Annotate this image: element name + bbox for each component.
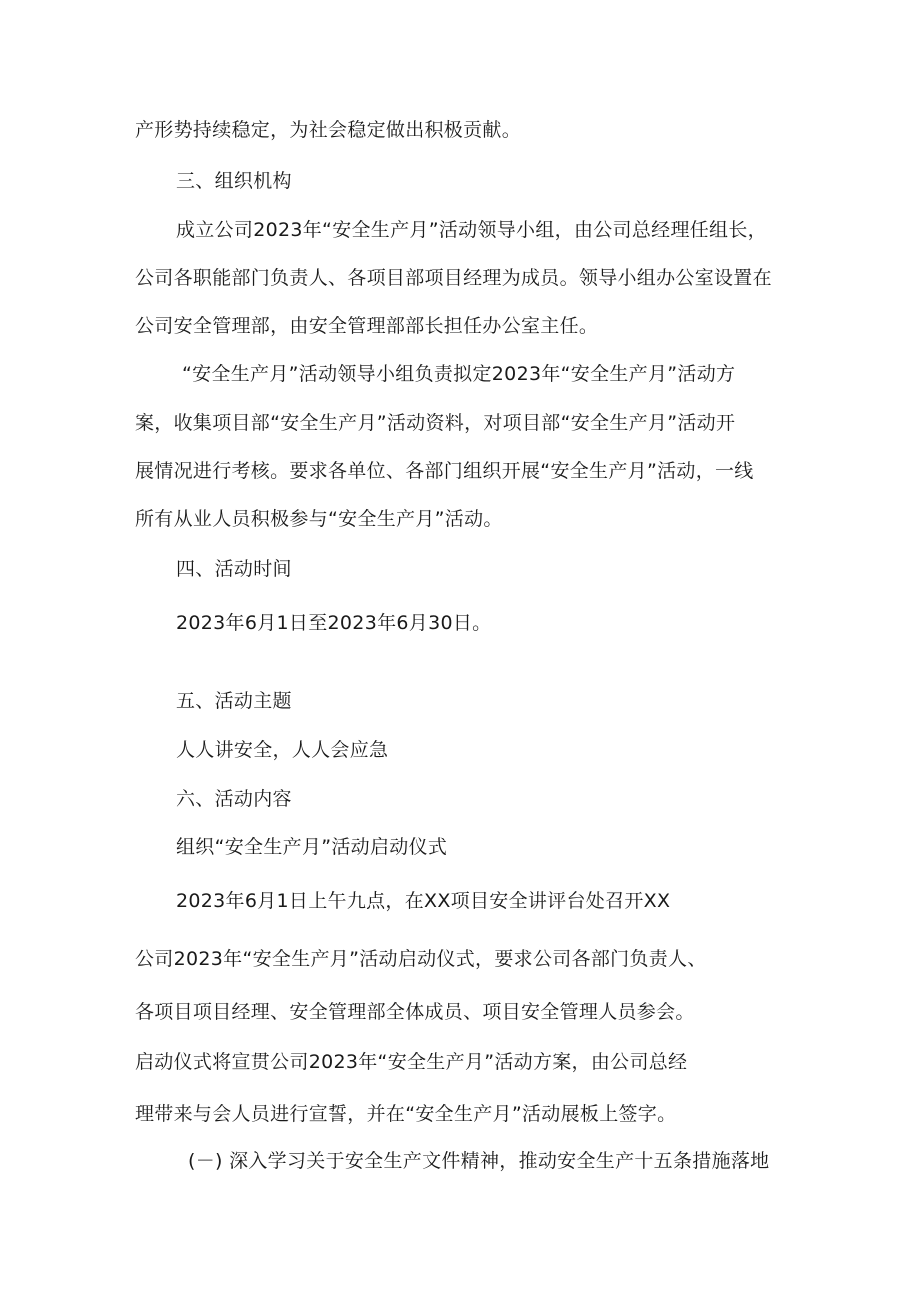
section-heading: 五、活动主题 xyxy=(176,690,292,712)
paragraph-line: 各项目项目经理、安全管理部全体成员、项目安全管理人员参会。 xyxy=(135,1001,695,1023)
paragraph-line: 公司安全管理部，由安全管理部部长担任办公室主任。 xyxy=(135,315,599,337)
section-heading: 六、活动内容 xyxy=(176,788,292,810)
paragraph-line: 所有从业人员积极参与“安全生产月”活动。 xyxy=(135,508,503,530)
paragraph-line: 理带来与会人员进行宣誓，并在“安全生产月”活动展板上签字。 xyxy=(135,1103,677,1125)
paragraph-line: 公司各职能部门负责人、各项目部项目经理为成员。领导小组办公室设置在 xyxy=(135,267,772,289)
paragraph-line: “安全生产月”活动领导小组负责拟定2023年“安全生产月”活动方 xyxy=(182,363,736,385)
section-heading: 四、活动时间 xyxy=(176,558,292,580)
paragraph-line: 2023年6月1日至2023年6月30日。 xyxy=(176,612,492,634)
paragraph-line: 案，收集项目部“安全生产月”活动资料，对项目部“安全生产月”活动开 xyxy=(135,412,736,434)
subsection-heading: (－) 深入学习关于安全生产文件精神，推动安全生产十五条措施落地 xyxy=(188,1150,770,1172)
paragraph-line: 组织“安全生产月”活动启动仪式 xyxy=(176,836,448,858)
paragraph-line: 2023年6月1日上午九点，在XX项目安全讲评台处召开XX xyxy=(176,890,671,912)
paragraph-line: 公司2023年“安全生产月”活动启动仪式，要求公司各部门负责人、 xyxy=(135,948,707,970)
paragraph-line: 成立公司2023年“安全生产月”活动领导小组，由公司总经理任组长， xyxy=(176,219,767,241)
section-heading: 三、组织机构 xyxy=(176,170,292,192)
paragraph-line: 启动仪式将宣贯公司2023年“安全生产月”活动方案，由公司总经 xyxy=(135,1051,688,1073)
paragraph-line: 展情况进行考核。要求各单位、各部门组织开展“安全生产月”活动，一线 xyxy=(135,460,754,482)
paragraph-line: 产形势持续稳定，为社会稳定做出积极贡献。 xyxy=(135,119,522,141)
paragraph-line: 人人讲安全，人人会应急 xyxy=(176,739,389,761)
